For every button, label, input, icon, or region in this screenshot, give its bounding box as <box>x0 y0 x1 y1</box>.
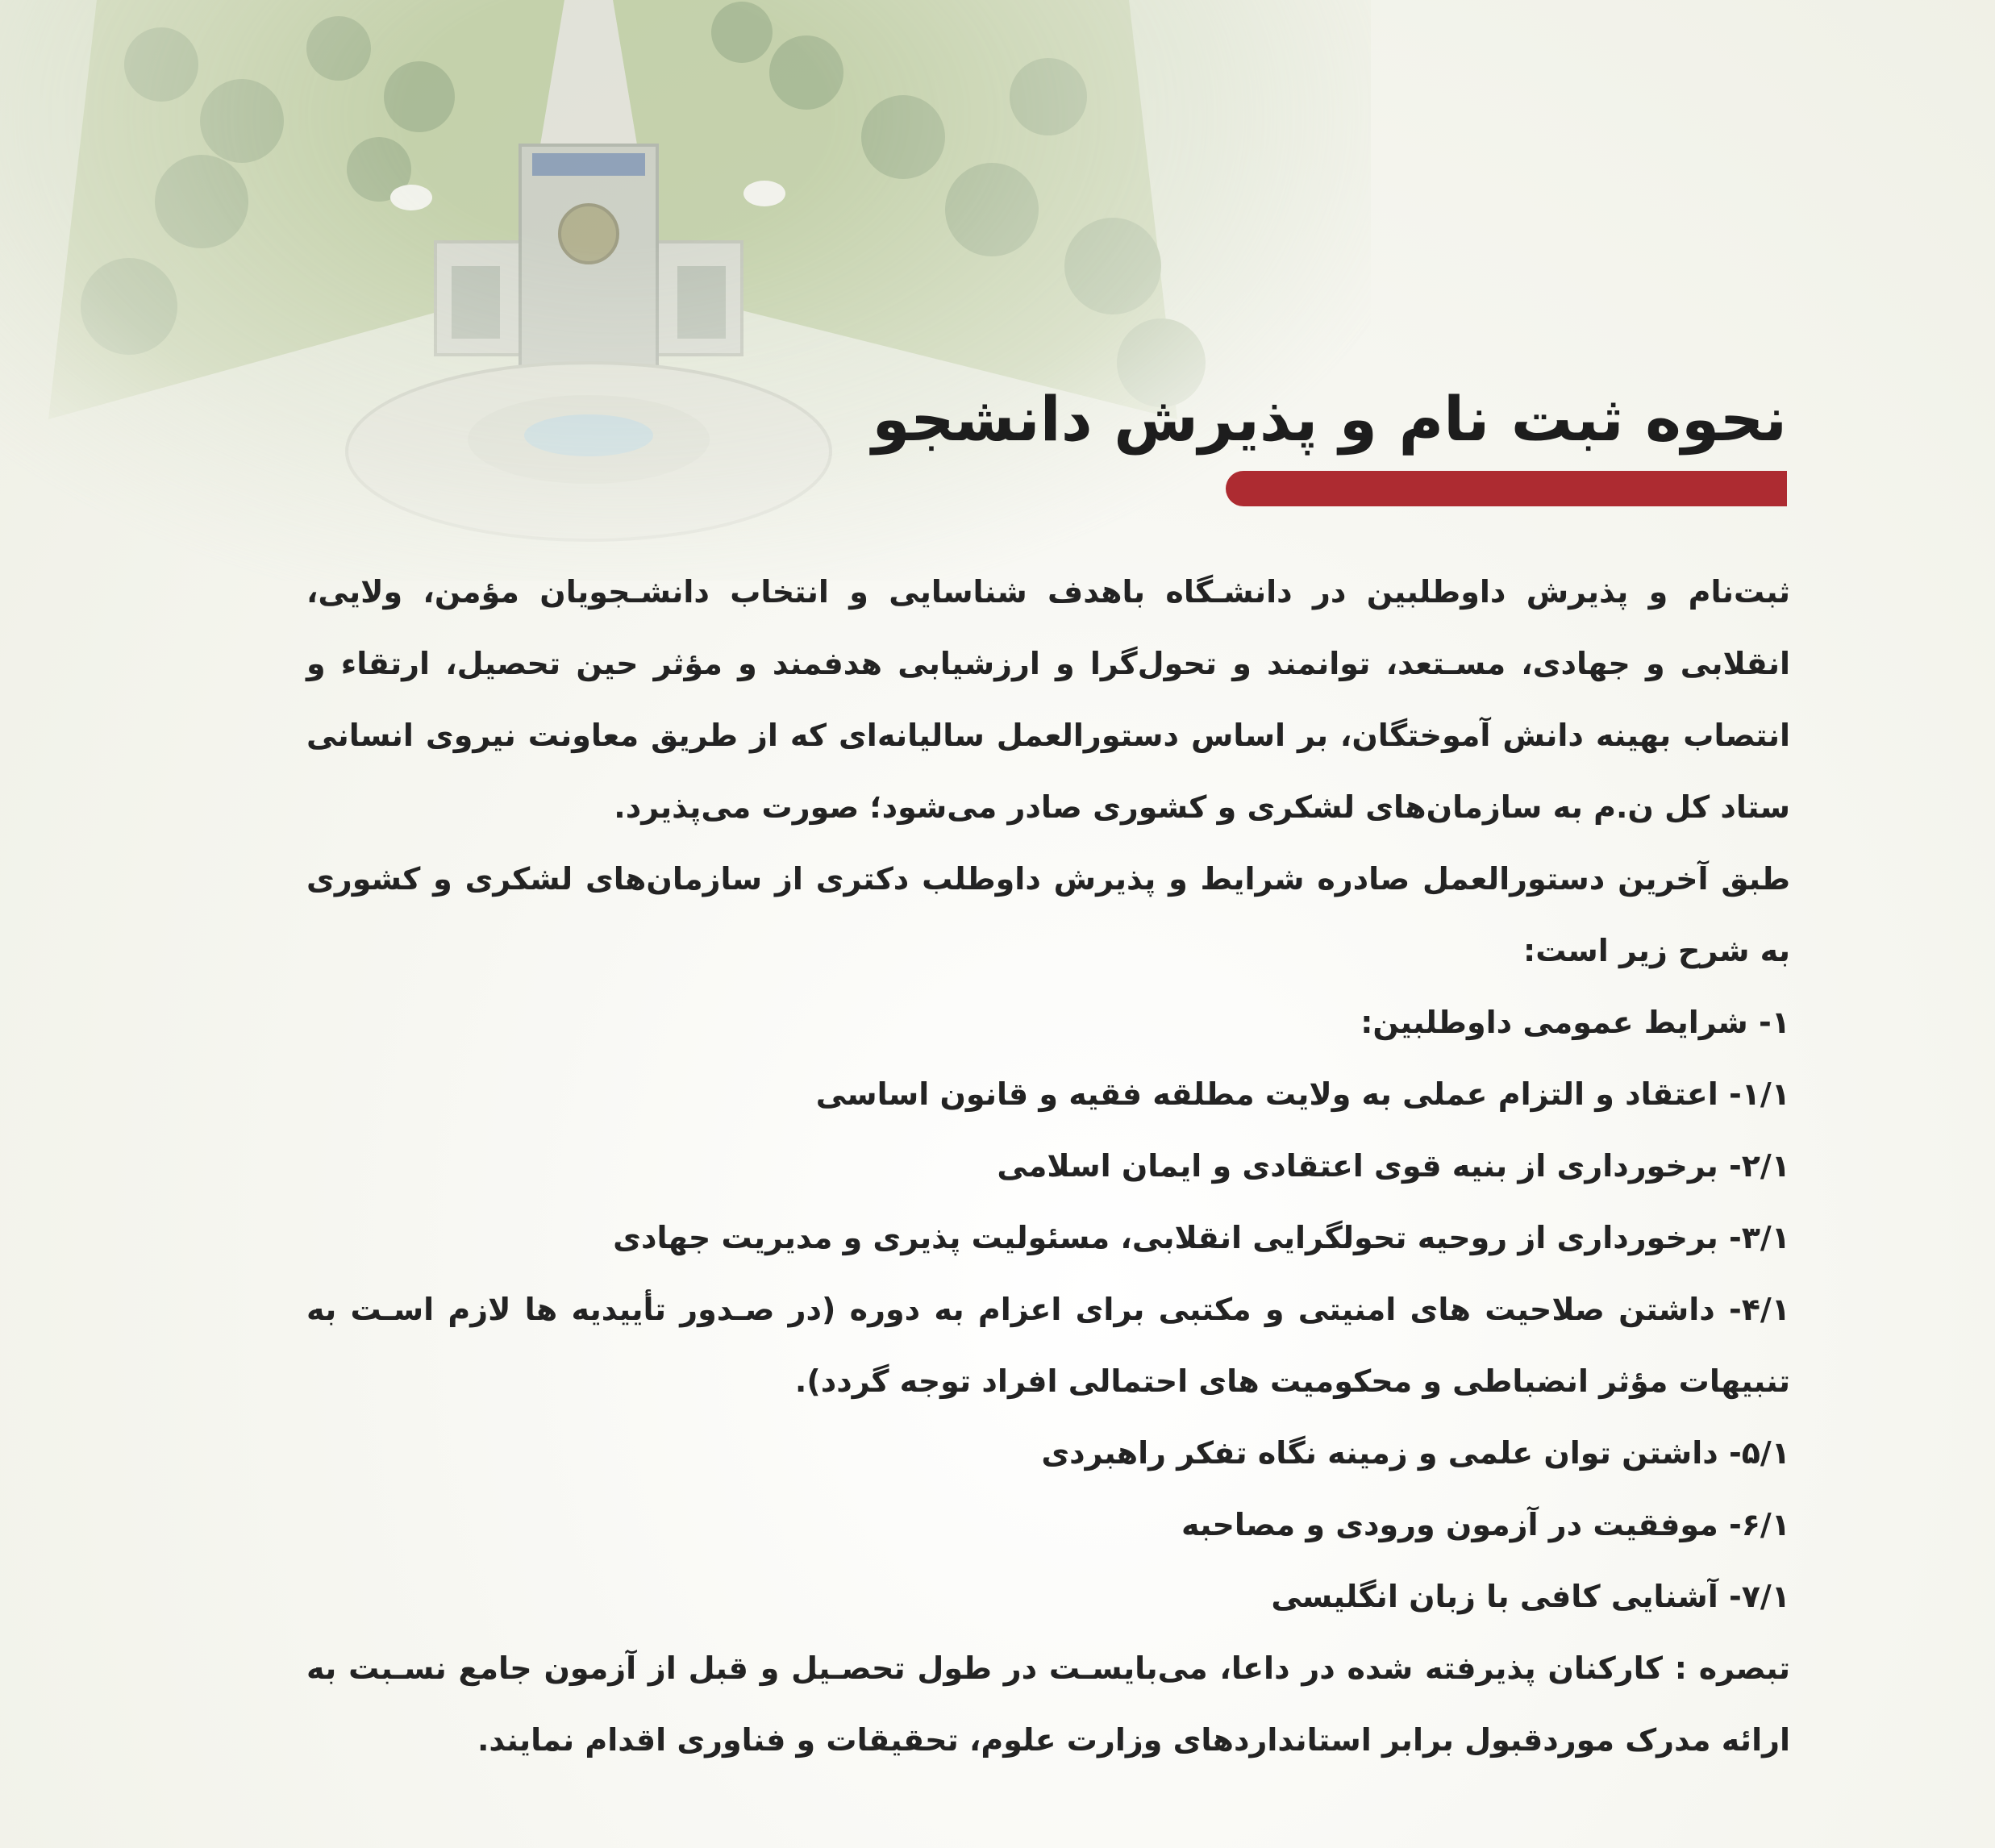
note-paragraph: تبصره : کارکنان پذیرفته شده در داعا، می‌بایسـت در طول تحصـیل و قبل از آزمون جامع نسـبت به ارائه مدرک موردقبول برابر استانداردهای وزارت علوم، تحقیقات و فناوری اقدام نمایند. <box>306 1650 1790 1758</box>
intro-paragraph: ثبت‌نام و پذیرش داوطلبین در دانشـگاه باهدف شناسایی و انتخاب دانشـجویان مؤمن، ولایی، انقلابی و جهادی، مسـتعد، توانمند و تحول‌گرا و ارزشیابی هدفمند و مؤثر حین تحصیل، ارتقاء و انتصاب بهینه دانش آموختگان، بر اساس دستورالعمل سالیانه‌ای که از طریق معاونت نیروی انسانی ستاد کل ن.م به سازمان‌های لشکری و کشوری صادر می‌شود؛ صورت می‌پذیرد. <box>306 574 1790 825</box>
list-item: ۷/۱- آشنایی کافی با زبان انگلیسی <box>1271 1579 1790 1614</box>
body-text <box>306 556 1790 1776</box>
page-title: نحوه ثبت نام و پذیرش دانشجو <box>872 383 1787 455</box>
list-item: ۵/۱- داشتن توان علمی و زمینه نگاه تفکر راهبردی <box>1041 1435 1790 1471</box>
title-underline-bar <box>1226 471 1787 506</box>
list-item: ۲/۱- برخورداری از بنیه قوی اعتقادی و ایمان اسلامی <box>997 1148 1790 1184</box>
campus-gate-photo <box>0 0 1371 581</box>
section-heading: ۱- شرایط عمومی داوطلبین: <box>1360 1005 1790 1040</box>
list-item: ۳/۱- برخورداری از روحیه تحولگرایی انقلابی، مسئولیت پذیری و مدیریت جهادی <box>613 1220 1790 1255</box>
list-item: ۴/۱- داشتن صلاحیت های امنیتی و مکتبی برای اعزام به دوره (در صـدور تأییدیه ها لازم اسـت به تنبیهات مؤثر انضباطی و محکومیت های احتمالی افراد توجه گردد). <box>306 1292 1790 1399</box>
campus-gate-illustration <box>0 0 1371 581</box>
list-item: ۶/۱- موفقیت در آزمون ورودی و مصاحبه <box>1181 1507 1790 1542</box>
instruction-paragraph: طبق آخرین دستورالعمل صادره شرایط و پذیرش داوطلب دکتری از سازمان‌های لشکری و کشوری به شرح زیر است: <box>306 861 1790 968</box>
list-item: ۱/۱- اعتقاد و التزام عملی به ولایت مطلقه فقیه و قانون اساسی <box>815 1076 1790 1112</box>
title-block <box>872 379 1787 506</box>
